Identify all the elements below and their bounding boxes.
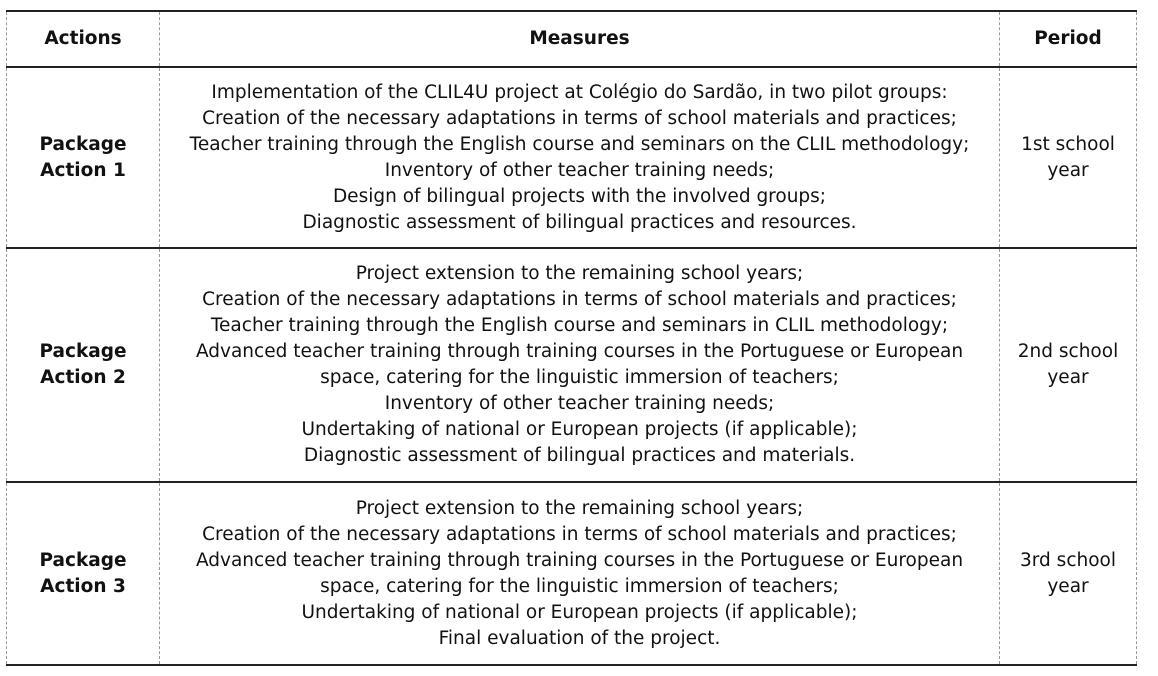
measure-item: Undertaking of national or European projects (if applicable); bbox=[301, 419, 858, 440]
measure-item: Teacher training through the English course and seminars on the CLIL methodology; bbox=[189, 133, 970, 155]
measure-item: Advanced teacher training through training courses in the Portuguese or European space, catering for the linguistic immersion of teachers; bbox=[195, 341, 964, 388]
action-label: Package Action 2 bbox=[39, 341, 127, 388]
measure-item: Project extension to the remaining school years; bbox=[355, 263, 804, 284]
measure-item: Creation of the necessary adaptations in terms of school materials and practices; bbox=[202, 107, 957, 129]
header-measures: Measures bbox=[160, 11, 1000, 67]
table-row bbox=[7, 482, 1137, 665]
period-label: 2nd school year bbox=[1017, 341, 1119, 388]
table-row bbox=[7, 67, 1137, 248]
period-label: 3rd school year bbox=[1020, 549, 1116, 597]
measure-item: Undertaking of national or European projects (if applicable); bbox=[301, 601, 858, 623]
period-cell bbox=[1000, 67, 1137, 248]
measure-item: Advanced teacher training through training courses in the Portuguese or European space, catering for the linguistic immersion of teachers; bbox=[195, 549, 964, 597]
measures-list bbox=[160, 80, 999, 236]
table-row bbox=[7, 248, 1137, 482]
measures-cell bbox=[160, 248, 1000, 482]
period-cell bbox=[1000, 482, 1137, 665]
period-cell bbox=[1000, 248, 1137, 482]
action-plan-table bbox=[6, 10, 1137, 666]
header-period: Period bbox=[1000, 11, 1137, 67]
header-actions: Actions bbox=[7, 11, 160, 67]
measure-item: Diagnostic assessment of bilingual practices and materials. bbox=[303, 445, 856, 466]
action-cell bbox=[7, 248, 160, 482]
measure-item: Implementation of the CLIL4U project at Colégio do Sardão, in two pilot groups: bbox=[211, 81, 948, 103]
measure-item: Creation of the necessary adaptations in terms of school materials and practices; bbox=[202, 289, 957, 310]
header-row bbox=[7, 11, 1137, 67]
measure-item: Final evaluation of the project. bbox=[438, 627, 721, 649]
measures-cell bbox=[160, 67, 1000, 248]
measure-item: Inventory of other teacher training needs; bbox=[384, 393, 775, 414]
measures-cell bbox=[160, 482, 1000, 665]
period-label: 1st school year bbox=[1021, 133, 1115, 181]
measure-item: Inventory of other teacher training needs; bbox=[384, 159, 775, 181]
action-label: Package Action 1 bbox=[39, 133, 127, 181]
measure-item: Diagnostic assessment of bilingual practices and resources. bbox=[302, 211, 857, 233]
measures-list bbox=[160, 261, 999, 469]
measures-list bbox=[160, 496, 999, 652]
measure-item: Creation of the necessary adaptations in terms of school materials and practices; bbox=[202, 523, 957, 545]
measure-item: Project extension to the remaining school years; bbox=[355, 497, 804, 519]
measure-item: Teacher training through the English course and seminars in CLIL methodology; bbox=[210, 315, 949, 336]
action-cell bbox=[7, 482, 160, 665]
action-label: Package Action 3 bbox=[39, 549, 127, 597]
action-cell bbox=[7, 67, 160, 248]
measure-item: Design of bilingual projects with the involved groups; bbox=[332, 185, 827, 207]
